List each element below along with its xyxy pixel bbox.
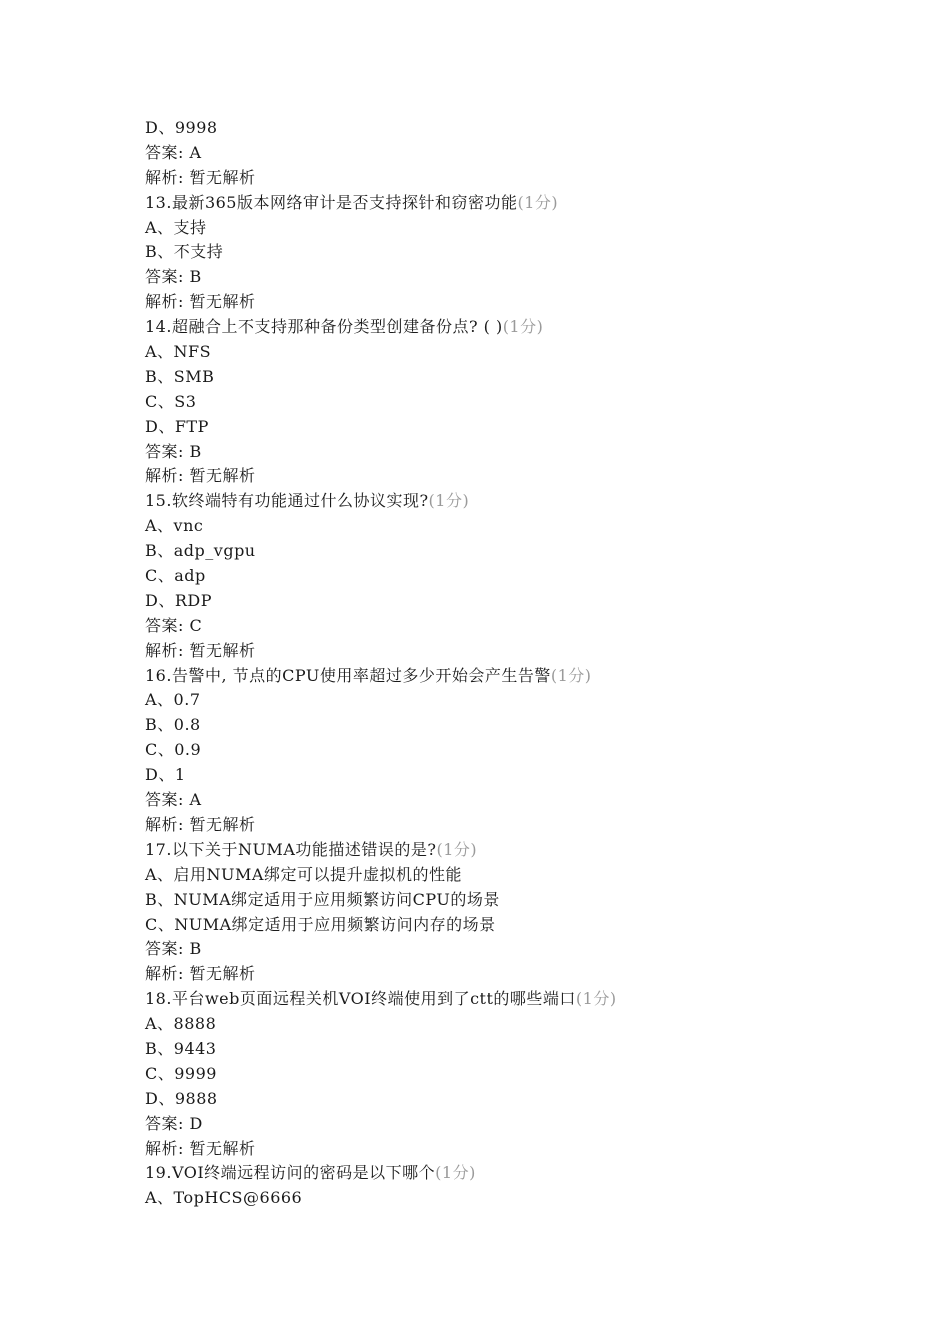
answer: 答案: C [145, 615, 203, 635]
option-d: D、9888 [145, 1088, 218, 1108]
analysis: 解析: 暂无解析 [145, 466, 256, 486]
answer: 答案: A [145, 790, 202, 810]
score-label: (1分) [428, 491, 470, 511]
question-18: 18.平台web页面远程关机VOI终端使用到了ctt的哪些端口(1分) [145, 989, 617, 1009]
option-a: A、支持 [145, 217, 207, 237]
option-c: C、S3 [145, 391, 197, 411]
option-c: C、adp [145, 566, 206, 586]
option-d: D、FTP [145, 416, 209, 436]
question-16: 16.告警中, 节点的CPU使用率超过多少开始会产生告警(1分) [145, 665, 592, 685]
score-label: (1分) [502, 317, 544, 337]
analysis: 解析: 暂无解析 [145, 640, 256, 660]
option-a: A、0.7 [145, 690, 201, 710]
answer: 答案: A [145, 142, 202, 162]
score-label: (1分) [436, 839, 478, 859]
option-d: D、1 [145, 765, 186, 785]
answer: 答案: B [145, 441, 202, 461]
score-label: (1分) [435, 1163, 476, 1183]
option-a: A、vnc [145, 516, 204, 536]
question-15: 15.软终端特有功能通过什么协议实现?(1分) [145, 491, 470, 511]
question-19: 19.VOI终端远程访问的密码是以下哪个(1分) [145, 1163, 476, 1183]
score-label: (1分) [575, 989, 617, 1009]
question-13: 13.最新365版本网络审计是否支持探针和窃密功能(1分) [145, 192, 559, 212]
question-17: 17.以下关于NUMA功能描述错误的是?(1分) [145, 839, 478, 859]
score-label: (1分) [517, 192, 559, 212]
option-c: C、0.9 [145, 740, 202, 760]
question-14: 14.超融合上不支持那种备份类型创建备份点? ( )(1分) [145, 317, 544, 337]
analysis: 解析: 暂无解析 [145, 1138, 256, 1158]
analysis: 解析: 暂无解析 [145, 814, 256, 834]
option-a: A、NFS [145, 342, 212, 362]
option-b: B、NUMA绑定适用于应用频繁访问CPU的场景 [145, 889, 500, 909]
analysis: 解析: 暂无解析 [145, 167, 256, 187]
option-b: B、SMB [145, 366, 215, 386]
option-b: B、不支持 [145, 242, 224, 262]
score-label: (1分) [550, 665, 592, 685]
answer: 答案: B [145, 939, 202, 959]
option-a: A、8888 [145, 1014, 217, 1034]
analysis: 解析: 暂无解析 [145, 292, 256, 312]
exam-document [145, 116, 905, 1211]
answer: 答案: B [145, 267, 202, 287]
option-b: B、9443 [145, 1038, 217, 1058]
option-d: D、9998 [145, 118, 218, 137]
option-d: D、RDP [145, 590, 212, 610]
option-a: A、TopHCS@6666 [145, 1188, 303, 1208]
option-a: A、启用NUMA绑定可以提升虚拟机的性能 [145, 864, 462, 884]
option-c: C、9999 [145, 1063, 217, 1083]
option-b: B、adp_vgpu [145, 541, 256, 561]
option-c: C、NUMA绑定适用于应用频繁访问内存的场景 [145, 914, 496, 934]
option-b: B、0.8 [145, 715, 201, 735]
analysis: 解析: 暂无解析 [145, 964, 256, 984]
answer: 答案: D [145, 1113, 203, 1133]
